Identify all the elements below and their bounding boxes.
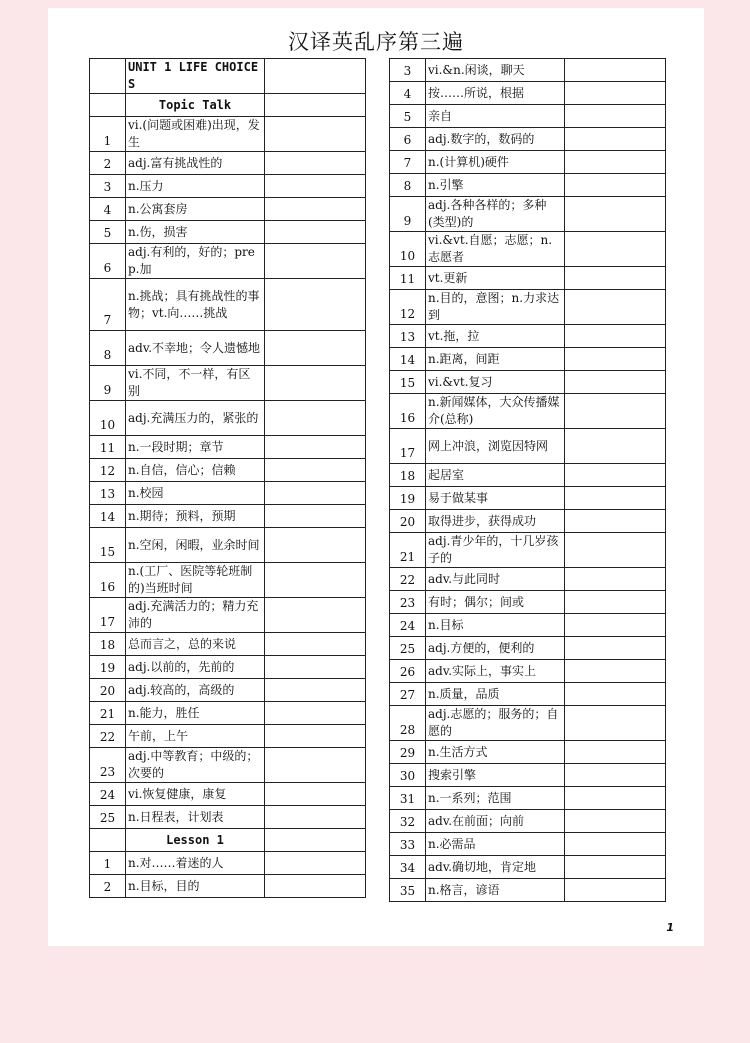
answer-cell[interactable]	[565, 59, 666, 82]
vocab-row	[390, 174, 666, 197]
item-number: 32	[390, 810, 426, 833]
chinese-definition: n.必需品	[426, 833, 565, 856]
answer-cell[interactable]	[565, 856, 666, 879]
item-number: 22	[90, 725, 126, 748]
answer-cell[interactable]	[565, 487, 666, 510]
vocab-row	[390, 487, 666, 510]
item-number: 28	[390, 706, 426, 741]
chinese-definition: vi.&n.闲谈，聊天	[426, 59, 565, 82]
answer-cell[interactable]	[565, 151, 666, 174]
vocab-row	[90, 748, 366, 783]
item-number: 19	[390, 487, 426, 510]
answer-cell[interactable]	[565, 290, 666, 325]
answer-cell[interactable]	[265, 563, 366, 598]
chinese-definition: n.距离，间距	[426, 348, 565, 371]
answer-cell[interactable]	[565, 568, 666, 591]
item-number: 27	[390, 683, 426, 706]
chinese-definition: n.挑战；具有挑战性的事物；vt.向……挑战	[126, 279, 265, 331]
item-number: 3	[90, 175, 126, 198]
chinese-definition: 午前，上午	[126, 725, 265, 748]
answer-cell[interactable]	[265, 783, 366, 806]
answer-cell[interactable]	[265, 198, 366, 221]
chinese-definition: vi.不同，不一样，有区别	[126, 366, 265, 401]
vocab-row	[390, 660, 666, 683]
item-number: 34	[390, 856, 426, 879]
vocab-row	[390, 290, 666, 325]
chinese-definition: adj.方便的，便利的	[426, 637, 565, 660]
item-number: 11	[390, 267, 426, 290]
item-number: 20	[390, 510, 426, 533]
answer-cell[interactable]	[565, 348, 666, 371]
vocab-row	[90, 875, 366, 898]
item-number: 15	[90, 528, 126, 563]
vocab-row	[90, 783, 366, 806]
chinese-definition: adj.中等教育；中级的；次要的	[126, 748, 265, 783]
item-number: 2	[90, 152, 126, 175]
empty-cell	[90, 59, 126, 94]
chinese-definition: 起居室	[426, 464, 565, 487]
vocab-row	[90, 806, 366, 829]
answer-cell[interactable]	[265, 94, 366, 117]
answer-cell[interactable]	[565, 232, 666, 267]
vocab-row	[90, 244, 366, 279]
item-number: 25	[390, 637, 426, 660]
vocab-row	[390, 510, 666, 533]
vocab-row	[390, 591, 666, 614]
item-number: 20	[90, 679, 126, 702]
answer-cell[interactable]	[565, 105, 666, 128]
chinese-definition: adj.数字的，数码的	[426, 128, 565, 151]
chinese-definition: n.校园	[126, 482, 265, 505]
vocab-row	[390, 833, 666, 856]
item-number: 3	[390, 59, 426, 82]
item-number: 10	[390, 232, 426, 267]
answer-cell[interactable]	[265, 829, 366, 852]
answer-cell[interactable]	[565, 325, 666, 348]
chinese-definition: n.空闲，闲暇，业余时间	[126, 528, 265, 563]
vocab-row	[90, 331, 366, 366]
vocab-row	[90, 528, 366, 563]
item-number: 14	[390, 348, 426, 371]
chinese-definition: adj.有利的，好的；prep.加	[126, 244, 265, 279]
empty-cell	[90, 829, 126, 852]
item-number: 21	[390, 533, 426, 568]
vocab-row	[390, 614, 666, 637]
vocab-row	[390, 741, 666, 764]
vocab-row	[390, 232, 666, 267]
item-number: 2	[90, 875, 126, 898]
item-number: 26	[390, 660, 426, 683]
vocab-row	[90, 679, 366, 702]
item-number: 14	[90, 505, 126, 528]
answer-cell[interactable]	[265, 598, 366, 633]
vocab-row	[90, 366, 366, 401]
section-header-row	[90, 829, 366, 852]
answer-cell[interactable]	[565, 82, 666, 105]
chinese-definition: adv.确切地，肯定地	[426, 856, 565, 879]
item-number: 4	[390, 82, 426, 105]
chinese-definition: vi.&vt.自愿；志愿；n.志愿者	[426, 232, 565, 267]
answer-cell[interactable]	[565, 706, 666, 741]
chinese-definition: n.(计算机)硬件	[426, 151, 565, 174]
vocab-row	[90, 221, 366, 244]
answer-cell[interactable]	[265, 528, 366, 563]
item-number: 5	[390, 105, 426, 128]
chinese-definition: n.伤，损害	[126, 221, 265, 244]
vocab-table-left	[89, 58, 366, 898]
vocab-row	[90, 563, 366, 598]
answer-cell[interactable]	[565, 637, 666, 660]
vocab-row	[90, 633, 366, 656]
chinese-definition: n.期待；预料，预期	[126, 505, 265, 528]
answer-cell[interactable]	[265, 702, 366, 725]
answer-cell[interactable]	[265, 366, 366, 401]
chinese-definition: adj.充满压力的，紧张的	[126, 401, 265, 436]
item-number: 10	[90, 401, 126, 436]
item-number: 23	[90, 748, 126, 783]
item-number: 11	[90, 436, 126, 459]
item-number: 13	[90, 482, 126, 505]
item-number: 1	[90, 852, 126, 875]
chinese-definition: n.新闻媒体，大众传播媒介(总称)	[426, 394, 565, 429]
answer-cell[interactable]	[565, 394, 666, 429]
vocab-row	[90, 459, 366, 482]
vocab-row	[90, 198, 366, 221]
answer-cell[interactable]	[265, 401, 366, 436]
item-number: 9	[90, 366, 126, 401]
answer-cell[interactable]	[265, 221, 366, 244]
vocab-row	[90, 482, 366, 505]
vocab-row	[390, 706, 666, 741]
chinese-definition: 易于做某事	[426, 487, 565, 510]
answer-cell[interactable]	[265, 875, 366, 898]
chinese-definition: adj.充满活力的；精力充沛的	[126, 598, 265, 633]
vocab-row	[390, 267, 666, 290]
vocab-table-right-body	[390, 59, 666, 902]
vocab-row	[90, 152, 366, 175]
vocab-row	[390, 82, 666, 105]
vocab-row	[390, 197, 666, 232]
answer-cell[interactable]	[565, 267, 666, 290]
vocab-table-right	[389, 58, 666, 902]
answer-cell[interactable]	[565, 764, 666, 787]
section-header: UNIT 1 LIFE CHOICES	[126, 59, 265, 94]
item-number: 16	[390, 394, 426, 429]
vocab-row	[90, 505, 366, 528]
vocab-row	[390, 105, 666, 128]
chinese-definition: n.一系列；范围	[426, 787, 565, 810]
vocab-row	[390, 371, 666, 394]
item-number: 13	[390, 325, 426, 348]
item-number: 12	[90, 459, 126, 482]
answer-cell[interactable]	[565, 833, 666, 856]
answer-cell[interactable]	[565, 533, 666, 568]
answer-cell[interactable]	[265, 59, 366, 94]
vocab-row	[390, 879, 666, 902]
empty-cell	[90, 94, 126, 117]
chinese-definition: n.压力	[126, 175, 265, 198]
answer-cell[interactable]	[265, 748, 366, 783]
item-number: 18	[90, 633, 126, 656]
worksheet-page	[48, 8, 704, 946]
vocab-row	[90, 117, 366, 152]
item-number: 35	[390, 879, 426, 902]
section-header-row	[90, 59, 366, 94]
item-number: 6	[90, 244, 126, 279]
answer-cell[interactable]	[565, 510, 666, 533]
chinese-definition: vt.拖，拉	[426, 325, 565, 348]
vocab-row	[390, 856, 666, 879]
chinese-definition: n.公寓套房	[126, 198, 265, 221]
vocab-row	[390, 683, 666, 706]
vocab-row	[390, 325, 666, 348]
chinese-definition: 按……所说，根据	[426, 82, 565, 105]
chinese-definition: adj.青少年的，十几岁孩子的	[426, 533, 565, 568]
answer-cell[interactable]	[265, 679, 366, 702]
item-number: 24	[390, 614, 426, 637]
chinese-definition: n.引擎	[426, 174, 565, 197]
answer-cell[interactable]	[565, 660, 666, 683]
vocab-row	[90, 401, 366, 436]
answer-cell[interactable]	[265, 656, 366, 679]
vocab-row	[390, 787, 666, 810]
page-number: 1	[666, 921, 674, 934]
vocab-row	[390, 348, 666, 371]
item-number: 4	[90, 198, 126, 221]
vocab-row	[90, 656, 366, 679]
vocab-row	[390, 151, 666, 174]
item-number: 17	[90, 598, 126, 633]
chinese-definition: adv.与此同时	[426, 568, 565, 591]
chinese-definition: adj.各种各样的；多种(类型)的	[426, 197, 565, 232]
item-number: 22	[390, 568, 426, 591]
answer-cell[interactable]	[565, 197, 666, 232]
vocab-row	[390, 637, 666, 660]
item-number: 12	[390, 290, 426, 325]
item-number: 24	[90, 783, 126, 806]
section-header-row	[90, 94, 366, 117]
vocab-row	[390, 568, 666, 591]
chinese-definition: adj.志愿的；服务的；自愿的	[426, 706, 565, 741]
chinese-definition: 有时；偶尔；间或	[426, 591, 565, 614]
item-number: 6	[390, 128, 426, 151]
vocab-row	[390, 394, 666, 429]
vocab-row	[390, 533, 666, 568]
chinese-definition: 搜索引擎	[426, 764, 565, 787]
vocab-row	[90, 279, 366, 331]
answer-cell[interactable]	[565, 464, 666, 487]
chinese-definition: adv.不幸地；令人遗憾地	[126, 331, 265, 366]
item-number: 19	[90, 656, 126, 679]
item-number: 25	[90, 806, 126, 829]
item-number: 33	[390, 833, 426, 856]
answer-cell[interactable]	[565, 879, 666, 902]
answer-cell[interactable]	[565, 371, 666, 394]
chinese-definition: adv.在前面；向前	[426, 810, 565, 833]
answer-cell[interactable]	[565, 128, 666, 151]
chinese-definition: adv.实际上，事实上	[426, 660, 565, 683]
item-number: 1	[90, 117, 126, 152]
item-number: 31	[390, 787, 426, 810]
vocab-row	[90, 436, 366, 459]
answer-cell[interactable]	[565, 787, 666, 810]
answer-cell[interactable]	[265, 175, 366, 198]
answer-cell[interactable]	[265, 852, 366, 875]
chinese-definition: adj.较高的，高级的	[126, 679, 265, 702]
answer-cell[interactable]	[565, 429, 666, 464]
chinese-definition: vt.更新	[426, 267, 565, 290]
item-number: 7	[90, 279, 126, 331]
answer-cell[interactable]	[265, 459, 366, 482]
vocab-row	[390, 128, 666, 151]
vocab-row	[90, 175, 366, 198]
item-number: 9	[390, 197, 426, 232]
chinese-definition: vi.(问题或困难)出现，发生	[126, 117, 265, 152]
section-header: Topic Talk	[126, 94, 265, 117]
vocab-table-left-body	[90, 59, 366, 898]
chinese-definition: n.生活方式	[426, 741, 565, 764]
vocab-row	[90, 598, 366, 633]
answer-cell[interactable]	[265, 436, 366, 459]
answer-cell[interactable]	[265, 117, 366, 152]
chinese-definition: n.(工厂、医院等轮班制的)当班时间	[126, 563, 265, 598]
vocab-row	[390, 464, 666, 487]
vocab-row	[390, 59, 666, 82]
chinese-definition: n.质量，品质	[426, 683, 565, 706]
answer-cell[interactable]	[565, 810, 666, 833]
item-number: 7	[390, 151, 426, 174]
chinese-definition: vi.&vt.复习	[426, 371, 565, 394]
chinese-definition: n.目标，目的	[126, 875, 265, 898]
item-number: 29	[390, 741, 426, 764]
answer-cell[interactable]	[565, 614, 666, 637]
item-number: 30	[390, 764, 426, 787]
item-number: 15	[390, 371, 426, 394]
section-header: Lesson 1	[126, 829, 265, 852]
chinese-definition: 取得进步，获得成功	[426, 510, 565, 533]
answer-cell[interactable]	[565, 683, 666, 706]
chinese-definition: 亲自	[426, 105, 565, 128]
chinese-definition: n.自信，信心；信赖	[126, 459, 265, 482]
answer-cell[interactable]	[565, 591, 666, 614]
vocab-row	[390, 764, 666, 787]
item-number: 21	[90, 702, 126, 725]
answer-cell[interactable]	[265, 482, 366, 505]
chinese-definition: adj.富有挑战性的	[126, 152, 265, 175]
answer-cell[interactable]	[265, 725, 366, 748]
answer-cell[interactable]	[565, 174, 666, 197]
chinese-definition: 总而言之，总的来说	[126, 633, 265, 656]
chinese-definition: n.一段时期；章节	[126, 436, 265, 459]
answer-cell[interactable]	[265, 806, 366, 829]
chinese-definition: 网上冲浪，浏览因特网	[426, 429, 565, 464]
chinese-definition: vi.恢复健康，康复	[126, 783, 265, 806]
item-number: 18	[390, 464, 426, 487]
answer-cell[interactable]	[265, 152, 366, 175]
chinese-definition: n.目的，意图；n.力求达到	[426, 290, 565, 325]
page-title: 汉译英乱序第三遍	[288, 30, 464, 54]
item-number: 16	[90, 563, 126, 598]
answer-cell[interactable]	[265, 505, 366, 528]
chinese-definition: adj.以前的，先前的	[126, 656, 265, 679]
answer-cell[interactable]	[265, 244, 366, 279]
answer-cell[interactable]	[265, 633, 366, 656]
chinese-definition: n.日程表，计划表	[126, 806, 265, 829]
chinese-definition: n.对……着迷的人	[126, 852, 265, 875]
item-number: 17	[390, 429, 426, 464]
vocab-row	[390, 429, 666, 464]
answer-cell[interactable]	[265, 331, 366, 366]
item-number: 5	[90, 221, 126, 244]
chinese-definition: n.格言，谚语	[426, 879, 565, 902]
vocab-row	[90, 725, 366, 748]
vocab-row	[90, 702, 366, 725]
item-number: 8	[90, 331, 126, 366]
vocab-row	[390, 810, 666, 833]
chinese-definition: n.能力，胜任	[126, 702, 265, 725]
chinese-definition: n.目标	[426, 614, 565, 637]
vocab-row	[90, 852, 366, 875]
item-number: 8	[390, 174, 426, 197]
answer-cell[interactable]	[565, 741, 666, 764]
answer-cell[interactable]	[265, 279, 366, 331]
item-number: 23	[390, 591, 426, 614]
